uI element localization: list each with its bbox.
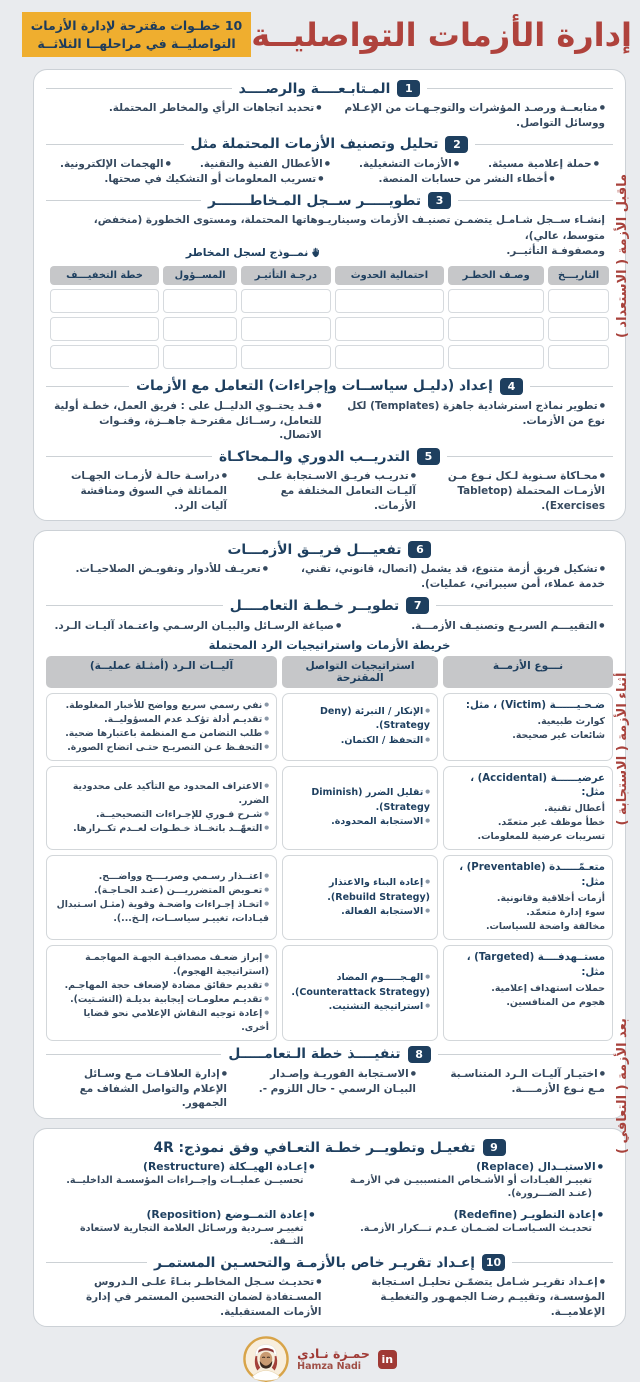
avatar	[243, 1336, 289, 1382]
bullet-item: ● تشكيل فريق أزمة متنوع، قد يشمل (اتصال، قانوني، تقني، خدمة عملاء، أمن سيبراني، عمليات).	[284, 562, 605, 592]
response-item: ● نفي رسمي سريع وواضح للأخبار المغلوطة.	[54, 699, 269, 713]
crisis-example: شائعات غير صحيحة.	[512, 729, 605, 741]
empty-cell	[448, 289, 544, 313]
divider-line	[46, 1054, 221, 1055]
section-9-number: 9	[483, 1139, 506, 1156]
likelihood-chip: عـالـي	[335, 317, 445, 341]
4r-model-grid	[46, 1160, 613, 1249]
crisis-type-cell	[443, 945, 613, 1041]
section-8-title: تنفيــــذ خطة الـتعامـــــل	[228, 1046, 401, 1063]
divider-line	[512, 1262, 613, 1263]
subtitle-badge	[22, 12, 252, 57]
section-3-title: تطويـــــر ســجل المـخاطـــــــر	[207, 192, 422, 209]
response-item: ● إعادة توجيه النقاش الإعلامي نحو قضايا أخرى.	[54, 1007, 269, 1035]
strategies-cell	[282, 766, 438, 851]
response-item: ● إبراز ضعـف مصداقيـة الجهـة المهاجمـة (استراتيجية الهجوم).	[54, 951, 269, 979]
empty-cell	[548, 345, 609, 369]
divider-line	[438, 549, 613, 550]
divider-line	[530, 386, 613, 387]
section-10-number: 10	[482, 1254, 505, 1271]
strategy-item: ● استراتيجية التشتيت.	[290, 1000, 430, 1015]
bullet-item: ● تحديد اتجاهات الرأي والمخاطر المحتملة.	[54, 101, 322, 131]
response-item: ● التعهّــد باتخــاذ خـطـوات لعــدم تكــرارها.	[54, 822, 269, 836]
empty-cell	[448, 317, 544, 341]
section-10-title: إعـداد تقريـر خاص بالأزمـة والتحسـين المستمـر	[154, 1254, 475, 1271]
section-5-title: التدريــب الدوري والـمحاكـاة	[219, 448, 410, 465]
section-1-number: 1	[397, 80, 420, 97]
bullet-item: ● الهجمات الإلكترونية.	[60, 157, 171, 172]
divider-line	[46, 386, 129, 387]
empty-cell	[50, 345, 159, 369]
crisis-example: سوء إدارة متعمّد.	[526, 907, 605, 919]
empty-cell	[50, 317, 159, 341]
divider-line	[427, 88, 613, 89]
strategy-col-type: نـــوع الأزمــة	[443, 656, 613, 688]
card-post-crisis	[33, 1128, 626, 1327]
crisis-example: حملات استهداف إعلامية.	[491, 982, 605, 994]
response-item: ● الاعتراف المحدود مع التأكيد على محدودية الضرر.	[54, 780, 269, 808]
empty-cell	[448, 345, 544, 369]
4r-item-description: تغييـر سـردية ورسـائل العلامة التجارية لاستعادة الثــقة.	[79, 1223, 304, 1248]
strategies-cell	[282, 855, 438, 940]
section-4-header	[46, 378, 613, 395]
phase-label-pre-crisis: ماقبل الأزمة ( الاستعداد )	[615, 173, 630, 339]
section-4-title: إعداد (دليـل سياســات وإجراءات) التعامل مع الأزمات	[136, 378, 493, 395]
divider-line	[46, 1262, 147, 1263]
table-row	[50, 317, 609, 341]
4r-item-restructure	[56, 1160, 315, 1201]
phase-label-post-crisis: بعد الأزمة ( التعافي )	[615, 1018, 630, 1154]
section-8-header	[46, 1046, 613, 1063]
section-9-title: تفعيـل وتطويــر خطـة التعـافي وفق نموذج: 4R	[153, 1139, 476, 1156]
strategy-item: ● الهـجـــــوم المضاد (Counterattack Strategy).	[290, 971, 430, 1000]
divider-line	[46, 456, 212, 457]
bullet-item: ● حملة إعلامية مسيئة.	[488, 157, 599, 172]
divider-line	[46, 144, 184, 145]
divider-line	[46, 605, 223, 606]
divider-line	[46, 1147, 147, 1148]
strategy-item: ● إعادة البناء والاعتذار (Rebuild Strategy).	[290, 876, 430, 905]
page-title: إدارة الأزمات التواصليــة	[251, 15, 632, 54]
strategy-item: ● تقليل الضرر (Diminish Strategy).	[290, 786, 430, 815]
risk-col-date: التاريـــخ	[548, 266, 609, 285]
bullet-item: ● الاسـتجابة الفوريـة وإصـدار البيـان الرسمي - حال اللزوم -.	[243, 1067, 416, 1111]
section-7-number: 7	[406, 597, 429, 614]
risk-register-table	[46, 262, 613, 373]
likelihood-chip: متوسط	[335, 289, 445, 313]
response-item: ● تقديم حقائق مضادة لإضعاف حجة المهاجـم.	[54, 979, 269, 993]
section-6-number: 6	[408, 541, 431, 558]
section-6-title: تفعيـــل فريــق الأزمـــات	[227, 541, 402, 558]
empty-cell	[548, 317, 609, 341]
table-row	[50, 345, 609, 369]
4r-item-title: ● إعـادة الهيــكلة (Restructure)	[56, 1160, 315, 1174]
bullet-item: ● تطوير نماذج استرشادية جاهزة (Templates) لكل نوع من الأزمات.	[338, 399, 606, 443]
author-name-english: Hamza Nadi	[297, 1361, 362, 1373]
bullet-item: ● تسريب المعلومات أو التشكيك في صحتها.	[104, 172, 323, 187]
bullet-item: ● إعـداد تقريـر شـامل يتضمّـن تحليـل اسـتجابة المؤسسـة، وتقييـم رضـا الجمهـور والتغطيـة الإعلاميــة.	[338, 1275, 606, 1319]
risk-col-impact: درجـة التأثيـر	[241, 266, 330, 285]
divider-line	[458, 200, 613, 201]
crisis-type-name: متعـمّـــــدة (Preventable) ، مثل:	[459, 862, 605, 889]
bullet-item: ● متابعــة ورصـد المؤشرات والتوجـهـات من الإعـلام ووسائل التواصل.	[338, 101, 606, 131]
bullet-item: ● الأعطال الفنية والتقنية.	[200, 157, 330, 172]
strategy-item: ● الاستجابة الفعالة.	[290, 905, 430, 920]
page-header	[0, 0, 640, 61]
section-7-header	[46, 597, 613, 614]
section-7-title: تطويــر خـطـة التعامــــل	[229, 597, 400, 614]
phase-label-during-crisis: أثناء الأزمة ( الاستجابة )	[615, 672, 630, 826]
section-9-header	[46, 1139, 613, 1156]
bullet-item: ● الأزمات التشغيلية.	[359, 157, 459, 172]
4r-item-title: ● الاستبــدال (Replace)	[345, 1160, 604, 1174]
likelihood-chip: منخفض	[335, 345, 445, 369]
4r-item-description: تحديـث السـياسـات لضـمـان عـدم تـــكرار الأزمـة.	[360, 1223, 592, 1235]
crisis-example: خطأ موظف غير متعمّد.	[497, 817, 605, 829]
card-pre-crisis	[33, 69, 626, 521]
response-item: ● اتخـاذ إجـراءات واضحـة وقوية (مثـل اسـتبدال قيـادات، تغييـر سياســات، إلـخ...).	[54, 898, 269, 926]
4r-item-description: تحسيــن عمليــات وإجــراءات المؤسسـة الداخليــة.	[66, 1175, 304, 1187]
strategy-col-responses: آليــات الـرد (أمثـلة عمليــة)	[46, 656, 277, 688]
4r-item-replace	[345, 1160, 604, 1201]
crisis-type-name: مستــهدفــــة (Targeted) ، مثل:	[466, 952, 605, 979]
risk-register-paragraph-end: ومصفوفـة التأثيــر.	[506, 245, 605, 258]
strategy-item: ● التحفظ / الكتمان.	[290, 734, 430, 749]
section-1-header	[46, 80, 613, 97]
section-10-header	[46, 1254, 613, 1271]
response-item: ● اعتــذار رسـمي وصريــــح وواضـــح.	[54, 870, 269, 884]
crisis-type-cell	[443, 766, 613, 851]
empty-cell	[163, 317, 237, 341]
strategy-col-strategies: استراتيجيات التواصل المقترحة	[282, 656, 438, 688]
crisis-type-cell	[443, 855, 613, 940]
section-6-header	[46, 541, 613, 558]
section-1-title: المـتابـعــــة والرصــــد	[238, 80, 391, 97]
4r-item-title: ● إعادة التمــوضع (Reposition)	[56, 1208, 315, 1222]
crisis-example: أعطال تقنية.	[544, 803, 605, 815]
impact-chip: متوسط	[241, 345, 330, 369]
empty-cell	[548, 289, 609, 313]
response-item: ● طلب التضامن مـع المنظمة باعتبارها ضحية.	[54, 727, 269, 741]
divider-line	[475, 144, 613, 145]
4r-item-description: تغييـر القيـادات أو الأشـخاص المتسببيـن في الأزمـة (عنـد الضـــرورة).	[349, 1175, 592, 1200]
author-name-arabic: حمـزة نـادي	[297, 1346, 370, 1362]
response-item: ● شـرح فـوري للإجـراءات التصحيحيــة.	[54, 808, 269, 822]
divider-line	[447, 456, 613, 457]
section-2-title: تحليل وتصنيف الأزمات المحتملة مثل	[190, 136, 439, 153]
crisis-example: تسريبات عرضية للمعلومات.	[477, 831, 605, 843]
responses-cell	[46, 766, 277, 851]
linkedin-icon[interactable]: in	[378, 1350, 397, 1369]
response-item: ● تقديـم أدلة تؤكـد عدم المسؤوليــة.	[54, 713, 269, 727]
bullet-item: ● أخطاء النشر من حسابات المنصة.	[379, 172, 555, 187]
crisis-type-name: ضـحـيــــــة (Victim) ، مثل:	[465, 699, 605, 711]
responses-cell	[46, 693, 277, 761]
responses-cell	[46, 855, 277, 940]
bullet-item: ● دراسـة حالـة لأزمـات الجهـات المماثلة في السوق ومناقشة آليات الرد.	[54, 469, 227, 513]
subtitle-badge-line2: التواصليــة في مراحلهــا الثلاثــة	[37, 35, 236, 51]
bullet-item: ● اختيـار آليـات الـرد المتناسـبة مـع نـوع الأزمــــة.	[432, 1067, 605, 1111]
strategies-cell	[282, 945, 438, 1041]
bullet-item: ● صياغة الرسـائل والبيـان الرسـمي واعتـماد آليـات الـرد.	[54, 619, 341, 634]
risk-register-sample-label: نمــوذج لسجل المخاطر	[186, 246, 321, 259]
table-row	[50, 289, 609, 313]
crisis-type-name: عرضيــــــة (Accidental) ، مثل:	[470, 772, 605, 799]
4r-item-redefine	[345, 1208, 604, 1249]
divider-line	[438, 1054, 613, 1055]
responses-cell	[46, 945, 277, 1041]
response-item: ● التحفـظ عـن التصريـح حتـى اتضاح الصورة.	[54, 741, 269, 755]
impact-chip: عـالـي	[241, 289, 330, 313]
pointing-down-hand-icon	[310, 247, 321, 258]
footer	[0, 1327, 640, 1382]
response-item: ● تعـويض المتضرريـــن (عنـد الحـاجـة).	[54, 884, 269, 898]
4r-item-reposition	[56, 1208, 315, 1249]
section-4-number: 4	[500, 378, 523, 395]
section-5-number: 5	[417, 448, 440, 465]
section-3-header	[46, 192, 613, 209]
divider-line	[436, 605, 613, 606]
crisis-type-cell	[443, 693, 613, 761]
4r-item-title: ● إعادة التطويـر (Redefine)	[345, 1208, 604, 1222]
empty-cell	[163, 289, 237, 313]
crisis-example: كوارث طبيعية.	[537, 715, 605, 727]
bullet-item: ● تعريـف للأدوار وتفويـض الصلاحيـات.	[54, 562, 268, 592]
strategy-item: ● الإنكار / التبرئة (Deny Strategy).	[290, 705, 430, 734]
risk-register-paragraph: إنشـاء ســجل شـامـل يتضمـن تصنيـف الأزمات وسيناريـوهاتها المحتملة، ومستوى الخطورة (منخفض، متوسط، عالي)،	[93, 214, 605, 242]
risk-col-owner: المســؤول	[163, 266, 237, 285]
response-item: ● تقديـم معلومـات إيجابية بديلـة (التشـتيت).	[54, 993, 269, 1007]
strategy-table	[46, 656, 613, 1041]
bullet-item: ● تحديـث سـجل المخاطـر بنـاءً علـى الـدروس المسـتفادة لضمان التحسين المستمر في إدارة الأزمات المستقبلية.	[54, 1275, 322, 1319]
risk-col-mitigation: خطة التخفيـــف	[50, 266, 159, 285]
card-during-crisis	[33, 530, 626, 1119]
risk-col-likelihood: احتمالية الحدوث	[335, 266, 445, 285]
bullet-item: ● تدريـب فريـق الاسـتجابة علـى آليـات التعامل المختلفة مع الأزمات.	[243, 469, 416, 513]
bullet-item: ● قـد يحتــوي الدليــل على : فريق العمل، خطـة أولية للتعامل، رســائل مقترحـة جاهــزة، وقنـوات الاتصال.	[54, 399, 322, 443]
section-2-number: 2	[445, 136, 468, 153]
divider-line	[46, 200, 201, 201]
divider-line	[46, 88, 232, 89]
section-3-number: 3	[428, 192, 451, 209]
crisis-example: أزمات أخلاقية وقانونية.	[496, 892, 605, 904]
section-5-header	[46, 448, 613, 465]
section-8-number: 8	[408, 1046, 431, 1063]
subtitle-badge-line1: 10 خطـوات مقترحة لإدارة الأزمات	[30, 18, 243, 33]
empty-cell	[163, 345, 237, 369]
strategies-cell	[282, 693, 438, 761]
bullet-item: ● التقييـــم السريـع وتصنيـف الأزمـــة.	[411, 619, 604, 634]
section-2-header	[46, 136, 613, 153]
crisis-example: هجوم من المنافسين.	[506, 996, 605, 1008]
bullet-item: ● محـاكاة سـنوية لـكل نـوع مـن الأزمـات المحتملة (Tabletop Exercises).	[432, 469, 605, 513]
strategy-item: ● الاستجابة المحدودة.	[290, 815, 430, 830]
divider-line	[513, 1147, 614, 1148]
impact-chip: متوسط	[241, 317, 330, 341]
empty-cell	[50, 289, 159, 313]
author-name-block	[297, 1346, 370, 1372]
strategy-table-title: خريطة الأزمات واستراتيجيات الرد المحتملة	[208, 637, 451, 652]
bullet-item: ● إدارة العلاقـات مـع وسـائل الإعلام والتواصل الشفاف مع الجمهور.	[54, 1067, 227, 1111]
divider-line	[46, 549, 221, 550]
crisis-example: مخالفة واضحة للسياسات.	[485, 921, 605, 933]
risk-col-description: وصـف الخطـر	[448, 266, 544, 285]
